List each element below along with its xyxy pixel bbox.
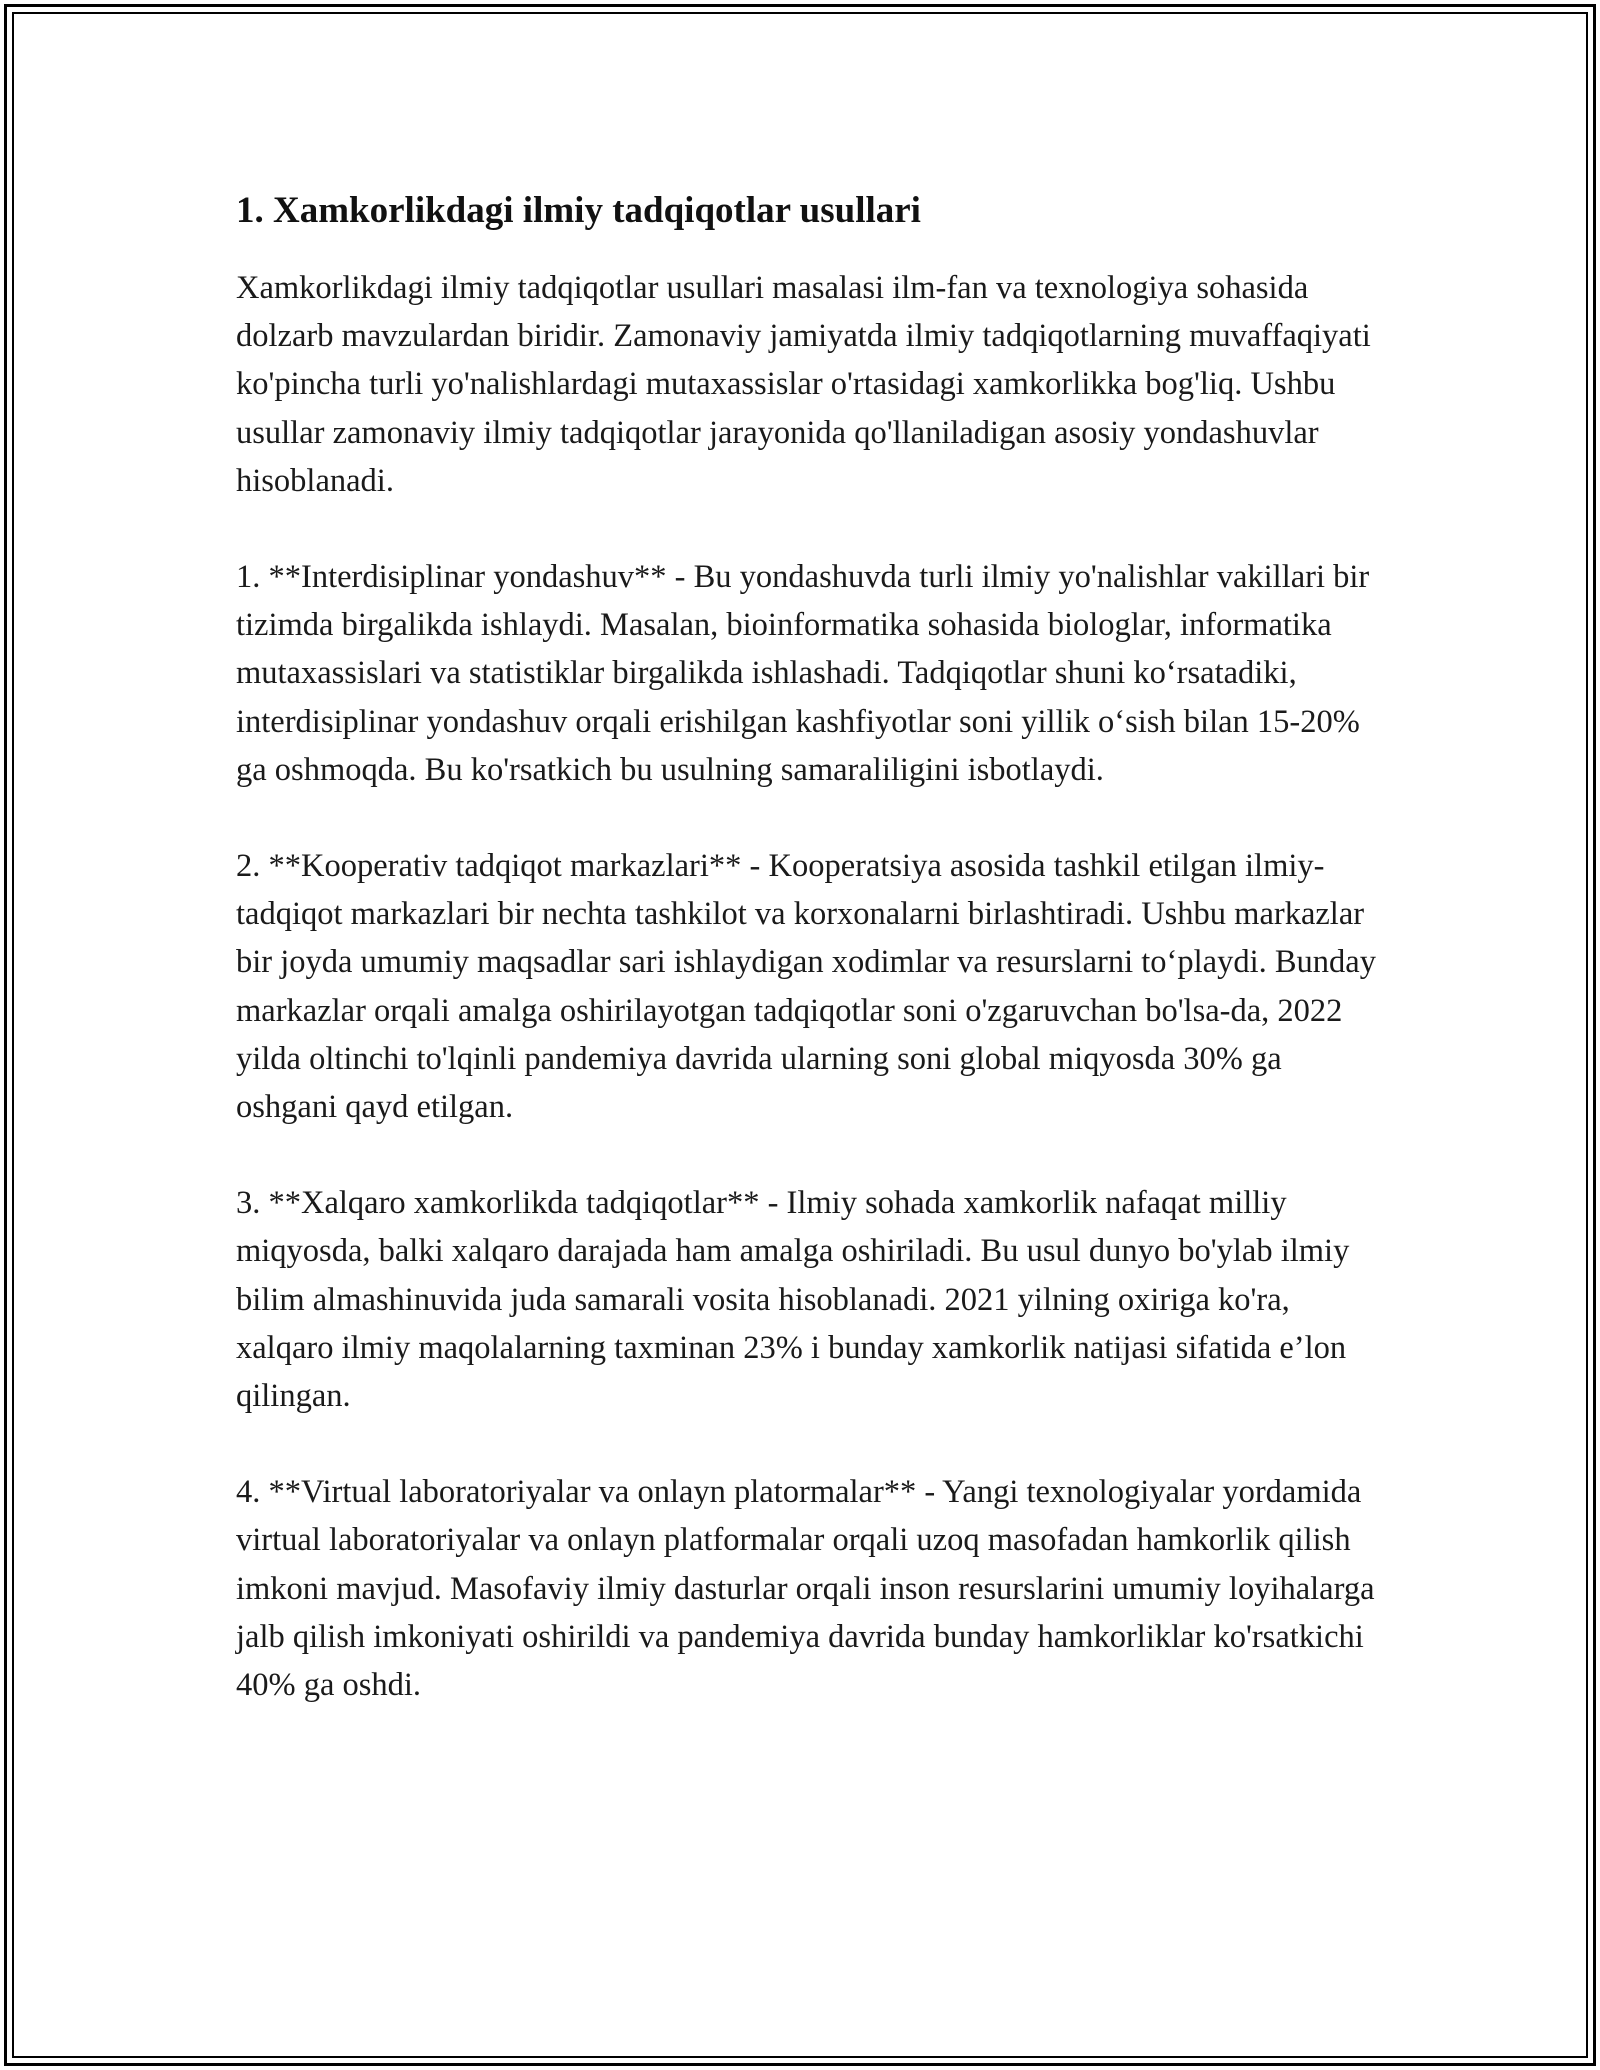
- list-item-cooperative-centers: 2. **Kooperativ tadqiqot markazlari** - Kooperatsiya asosida tashkil etilgan ilmiy-tadqiqot markazlari bir nechta tashkilot va korxonalarni birlashtiradi. Ushbu markazlar bir joyda umumiy maqsadlar sari ishlaydigan xodimlar va resurslarni to‘playdi. Bunday markazlar orqali amalga oshirilayotgan tadqiqotlar soni o'zgaruvchan bo'lsa-da, 2022 yilda oltinchi to'lqinli pandemiya davrida ularning soni global miqyosda 30% ga oshgani qayd etilgan.: [236, 848, 1376, 1126]
- list-item-interdisciplinary: 1. **Interdisiplinar yondashuv** - Bu yondashuvda turli ilmiy yo'nalishlar vakillari bir tizimda birgalikda ishlaydi. Masalan, bioinformatika sohasida biologlar, informatika mutaxassislari va statistiklar birgalikda ishlashadi. Tadqiqotlar shuni ko‘rsatadiki, interdisiplinar yondashuv orqali erishilgan kashfiyotlar soni yillik o‘sish bilan 15-20% ga oshmoqda. Bu ko'rsatkich bu usulning samaraliligini isbotlaydi.: [236, 559, 1370, 788]
- list-item-international-collaboration: 3. **Xalqaro xamkorlikda tadqiqotlar** - Ilmiy sohada xamkorlik nafaqat milliy miqyosda, balki xalqaro darajada ham amalga oshiriladi. Bu usul dunyo bo'ylab ilmiy bilim almashinuvida juda samarali vosita hisoblanadi. 2021 yilning oxiriga ko'ra, xalqaro ilmiy maqolalarning taxminan 23% i bunday xamkorlik natijasi sifatida e’lon qilingan.: [236, 1185, 1350, 1415]
- intro-paragraph: Xamkorlikdagi ilmiy tadqiqotlar usullari masalasi ilm-fan va texnologiya sohasida dolzarb mavzulardan biridir. Zamonaviy jamiyatda ilmiy tadqiqotlarning muvaffaqiyati ko'pincha turli yo'nalishlardagi mutaxassislar o'rtasidagi xamkorlikka bog'liq. Ushbu usullar zamonaviy ilmiy tadqiqotlar jarayonida qo'llaniladigan asosiy yondashuvlar hisoblanadi.: [236, 270, 1371, 499]
- section-heading: 1. Xamkorlikdagi ilmiy tadqiqotlar usullari: [236, 190, 921, 231]
- list-item-virtual-laboratories: 4. **Virtual laboratoriyalar va onlayn platormalar** - Yangi texnologiyalar yordamida virtual laboratoriyalar va onlayn platformalar orqali uzoq masofadan hamkorlik qilish imkoni mavjud. Masofaviy ilmiy dasturlar orqali inson resurslarini umumiy loyihalarga jalb qilish imkoniyati oshirildi va pandemiya davrida bunday hamkorliklar ko'rsatkichi 40% ga oshdi.: [236, 1474, 1375, 1704]
- document-body: [236, 186, 1386, 1757]
